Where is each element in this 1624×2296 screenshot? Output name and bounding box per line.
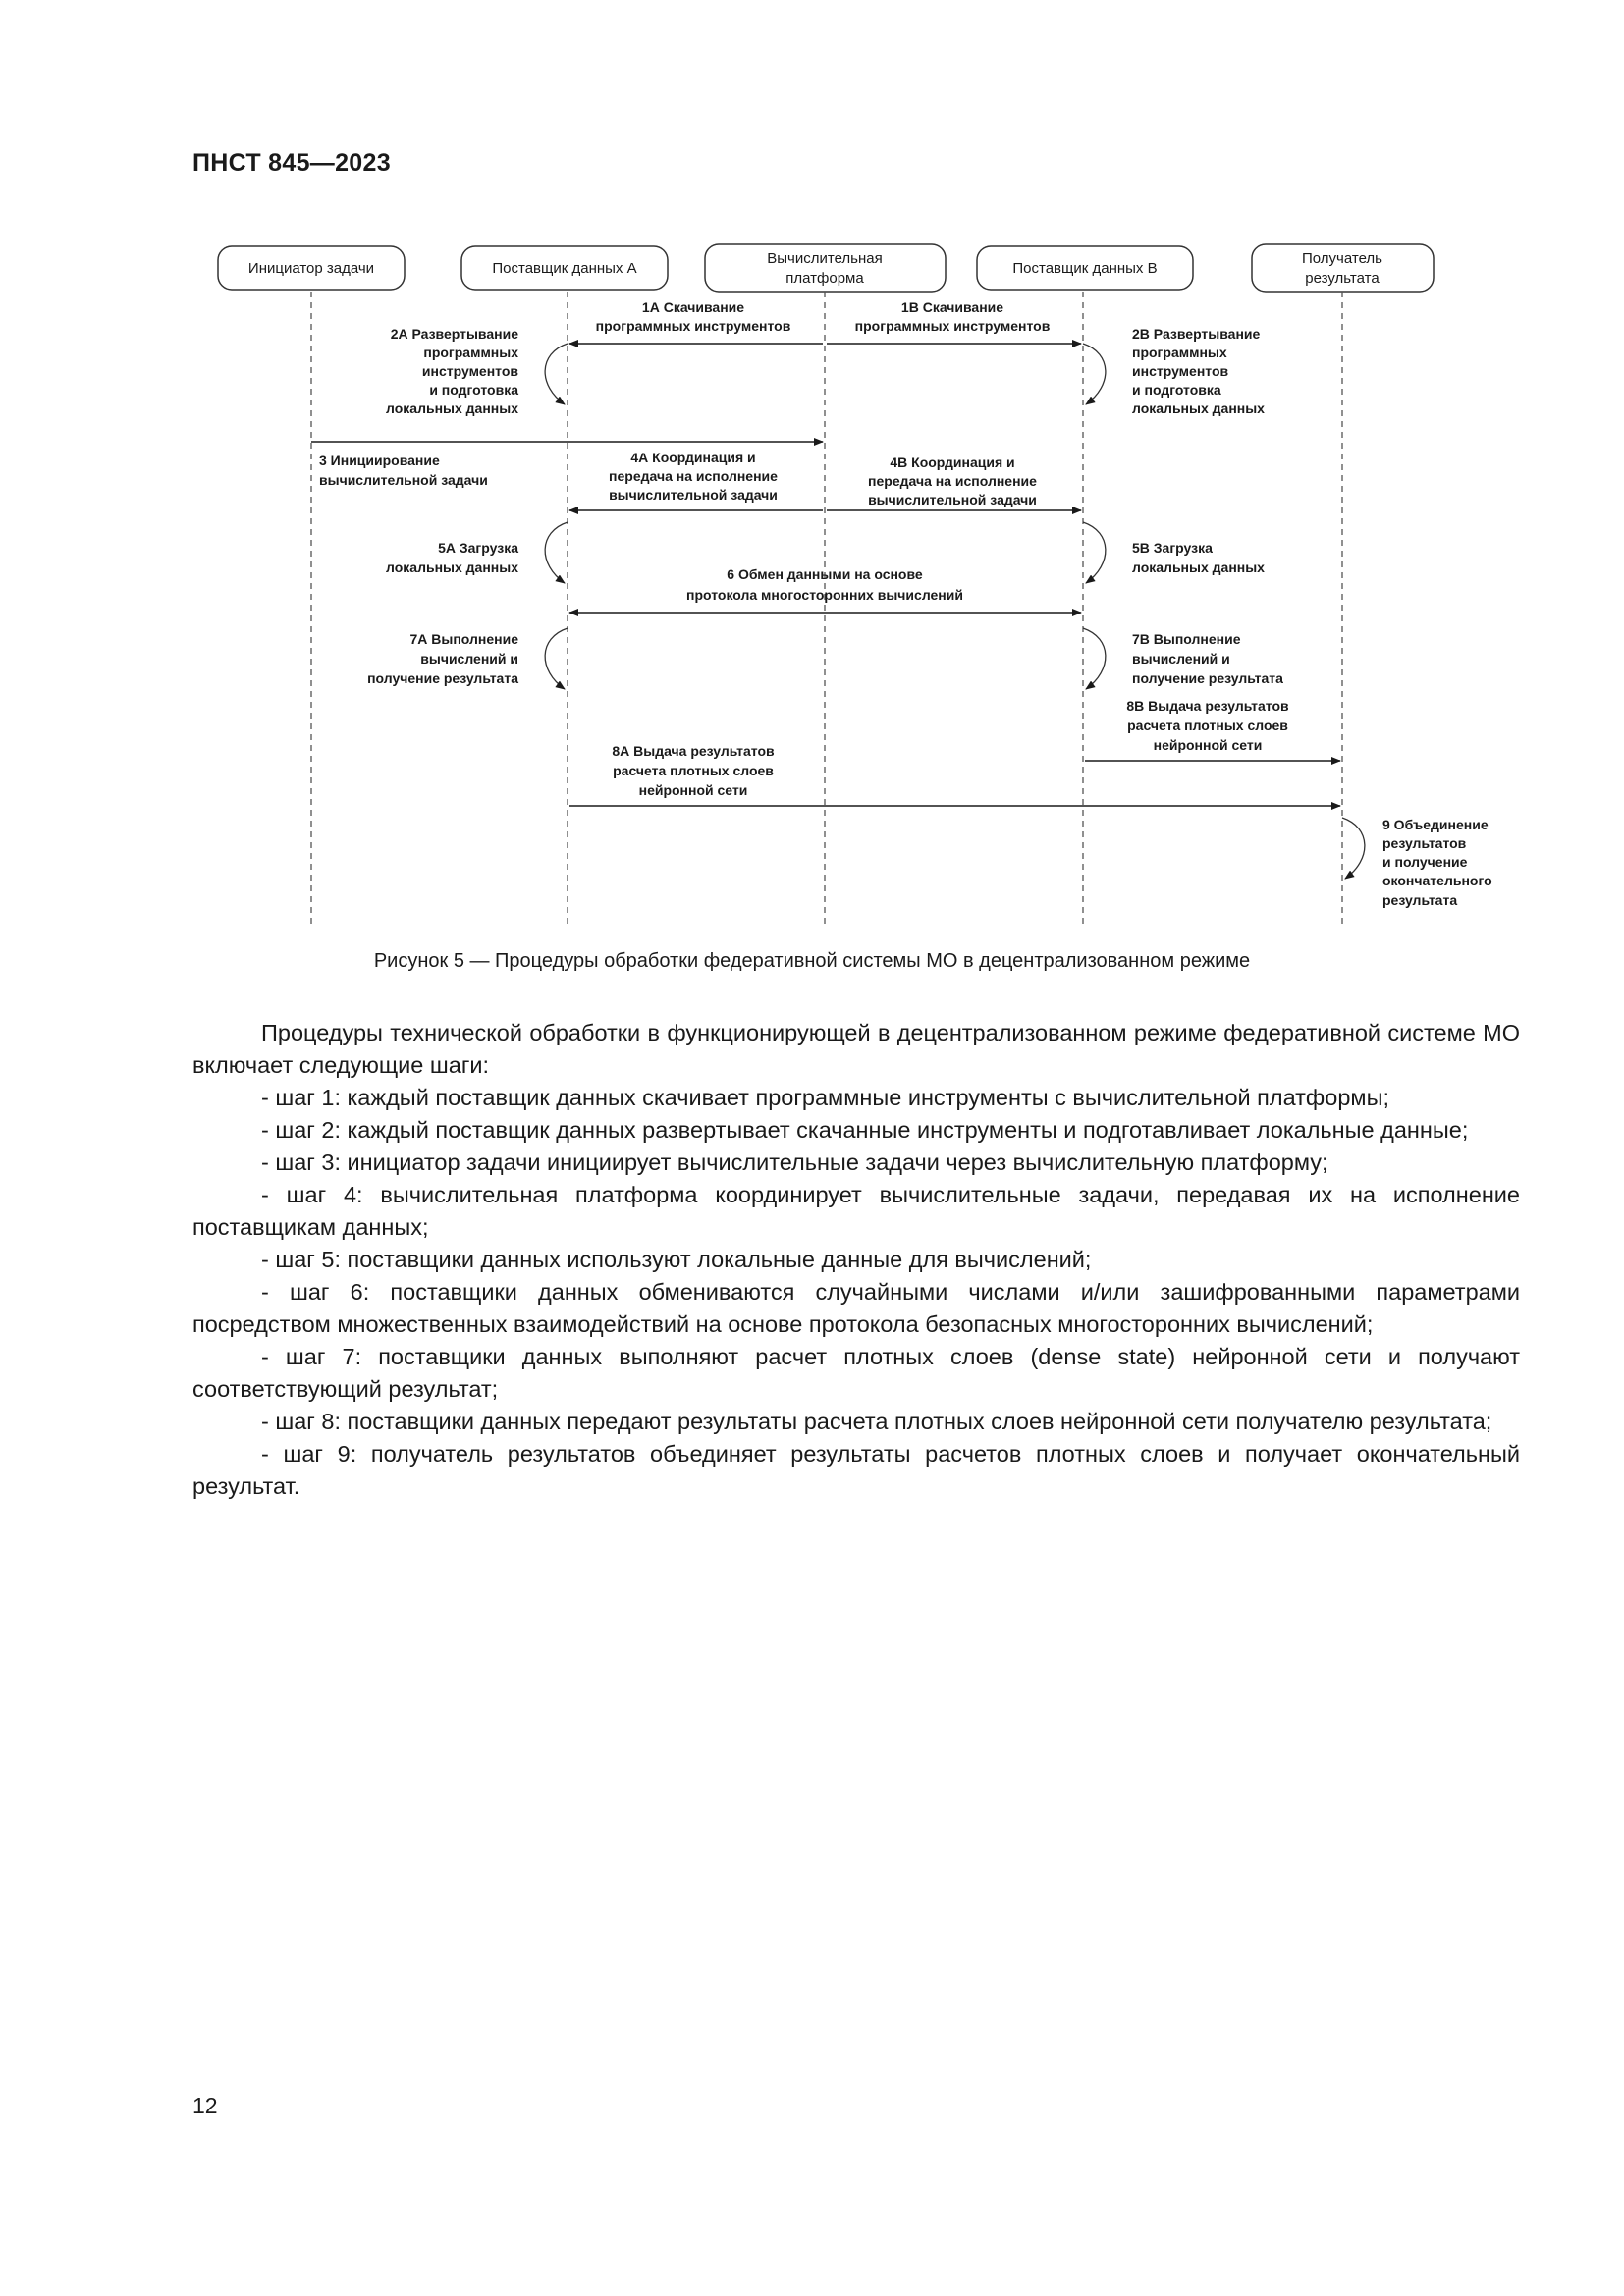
participant-label: Поставщик данных А	[492, 260, 637, 277]
msg-1a	[596, 299, 791, 334]
self-loops	[545, 344, 1365, 879]
svg-text:1В Скачивание: 1В Скачивание	[900, 299, 1004, 315]
participant-initiator	[218, 246, 405, 290]
svg-text:программных инструментов: программных инструментов	[595, 318, 791, 334]
svg-text:передача на исполнение: передача на исполнение	[609, 468, 778, 484]
svg-text:программных инструментов: программных инструментов	[854, 318, 1051, 334]
step-item: - шаг 8: поставщики данных передают результаты расчета плотных слоев нейронной сети получателю результата;	[261, 1409, 1492, 1434]
svg-text:2В Развертывание: 2В Развертывание	[1132, 326, 1261, 342]
msg-2a	[386, 326, 518, 416]
participant-provider-a	[461, 246, 668, 290]
step-item: - шаг 6: поставщики данных обмениваются случайными числами и/или зашифрованными параметрами посредством множественных взаимодействий на основе протокола безопасных многосторонних вычислений;	[192, 1279, 1520, 1337]
svg-text:локальных данных: локальных данных	[1132, 560, 1265, 575]
svg-text:расчета плотных слоев: расчета плотных слоев	[613, 763, 774, 778]
document-id: ПНСТ 845—2023	[192, 149, 391, 177]
svg-text:передача на исполнение: передача на исполнение	[868, 473, 1037, 489]
svg-text:4А Координация и: 4А Координация и	[630, 450, 756, 465]
svg-text:локальных данных: локальных данных	[386, 400, 518, 416]
loop-5b	[1083, 522, 1106, 583]
msg-5a	[386, 540, 518, 575]
svg-text:локальных данных: локальных данных	[1132, 400, 1265, 416]
participant-label: платформа	[785, 270, 864, 287]
svg-text:инструментов: инструментов	[421, 363, 518, 379]
step-item: - шаг 5: поставщики данных используют локальные данные для вычислений;	[261, 1247, 1092, 1272]
step-item: - шаг 4: вычислительная платформа координирует вычислительные задачи, передавая их на исполнение поставщикам данных;	[192, 1182, 1520, 1240]
participant-receiver	[1252, 244, 1434, 292]
svg-text:7А Выполнение: 7А Выполнение	[409, 631, 518, 647]
msg-5b	[1132, 540, 1265, 575]
svg-text:5А Загрузка: 5А Загрузка	[438, 540, 518, 556]
participant-label: Вычислительная	[767, 250, 883, 267]
svg-text:и подготовка: и подготовка	[1132, 382, 1221, 398]
participant-provider-b	[977, 246, 1193, 290]
loop-7a	[545, 628, 568, 689]
svg-text:4В Координация и: 4В Координация и	[890, 454, 1015, 470]
svg-text:вычислений и: вычислений и	[1132, 651, 1230, 667]
intro-paragraph: Процедуры технической обработки в функционирующей в децентрализованном режиме федеративной системе МО включает следующие шаги:	[192, 1020, 1520, 1078]
sequence-diagram	[0, 0, 1624, 942]
step-item: - шаг 2: каждый поставщик данных развертывает скачанные инструменты и подготавливает локальные данные;	[261, 1117, 1469, 1143]
svg-text:нейронной сети: нейронной сети	[1153, 737, 1263, 753]
loop-5a	[545, 522, 568, 583]
svg-text:7В Выполнение: 7В Выполнение	[1132, 631, 1241, 647]
msg-1b	[855, 299, 1051, 334]
loop-2b	[1083, 344, 1106, 404]
svg-text:расчета плотных слоев: расчета плотных слоев	[1127, 718, 1288, 733]
step-item: - шаг 1: каждый поставщик данных скачивает программные инструменты с вычислительной платформы;	[261, 1085, 1389, 1110]
svg-text:инструментов: инструментов	[1132, 363, 1229, 379]
svg-text:2А Развертывание: 2А Развертывание	[390, 326, 518, 342]
svg-text:1А Скачивание: 1А Скачивание	[641, 299, 745, 315]
msg-4a	[609, 450, 778, 503]
msg-2b	[1132, 326, 1265, 416]
msg-7a	[367, 631, 518, 686]
participant-label: Получатель	[1302, 250, 1382, 267]
page-number: 12	[192, 2093, 218, 2118]
body-text	[192, 1017, 1520, 1503]
svg-text:результатов: результатов	[1382, 835, 1467, 851]
svg-text:5В Загрузка: 5В Загрузка	[1132, 540, 1213, 556]
svg-text:8В Выдача результатов: 8В Выдача результатов	[1126, 698, 1289, 714]
svg-text:получение результата: получение результата	[1132, 670, 1283, 686]
svg-text:программных: программных	[423, 345, 518, 360]
svg-text:и получение: и получение	[1382, 854, 1468, 870]
step-item: - шаг 7: поставщики данных выполняют расчет плотных слоев (dense state) нейронной сети и получают соответствующий результат;	[192, 1344, 1520, 1402]
svg-text:получение результата: получение результата	[367, 670, 518, 686]
svg-text:результата: результата	[1382, 892, 1458, 908]
participant-label: результата	[1305, 270, 1380, 287]
step-item: - шаг 3: инициатор задачи инициирует вычислительные задачи через вычислительную платформу;	[261, 1149, 1328, 1175]
loop-2a	[545, 344, 568, 404]
svg-text:и подготовка: и подготовка	[429, 382, 518, 398]
participant-label: Поставщик данных В	[1012, 260, 1158, 277]
svg-text:9 Объединение: 9 Объединение	[1382, 817, 1489, 832]
msg-9	[1382, 817, 1492, 908]
svg-text:8А Выдача результатов: 8А Выдача результатов	[612, 743, 775, 759]
svg-text:вычислительной задачи: вычислительной задачи	[319, 472, 488, 488]
svg-text:вычислительной задачи: вычислительной задачи	[868, 492, 1037, 507]
msg-4b	[868, 454, 1037, 507]
svg-text:нейронной сети: нейронной сети	[638, 782, 748, 798]
svg-text:6 Обмен данными на основе: 6 Обмен данными на основе	[727, 566, 923, 582]
figure-caption: Рисунок 5 — Процедуры обработки федеративной системы МО в децентрализованном режиме	[373, 950, 1251, 972]
msg-8a	[612, 743, 775, 798]
participant-platform	[705, 244, 946, 292]
svg-text:программных: программных	[1132, 345, 1227, 360]
loop-7b	[1083, 628, 1106, 689]
loop-9	[1342, 818, 1365, 879]
participant-label: Инициатор задачи	[247, 260, 375, 277]
svg-text:окончательного: окончательного	[1382, 873, 1492, 888]
svg-text:вычислений и: вычислений и	[420, 651, 518, 667]
msg-3	[319, 453, 488, 488]
svg-text:3 Инициирование: 3 Инициирование	[319, 453, 440, 468]
svg-text:локальных данных: локальных данных	[386, 560, 518, 575]
svg-text:вычислительной задачи: вычислительной задачи	[609, 487, 778, 503]
svg-text:протокола многосторонних вычис: протокола многосторонних вычислений	[686, 587, 963, 603]
msg-8b	[1126, 698, 1289, 753]
msg-7b	[1132, 631, 1283, 686]
step-item: - шаг 9: получатель результатов объединяет результаты расчетов плотных слоев и получает окончательный результат.	[192, 1441, 1520, 1499]
